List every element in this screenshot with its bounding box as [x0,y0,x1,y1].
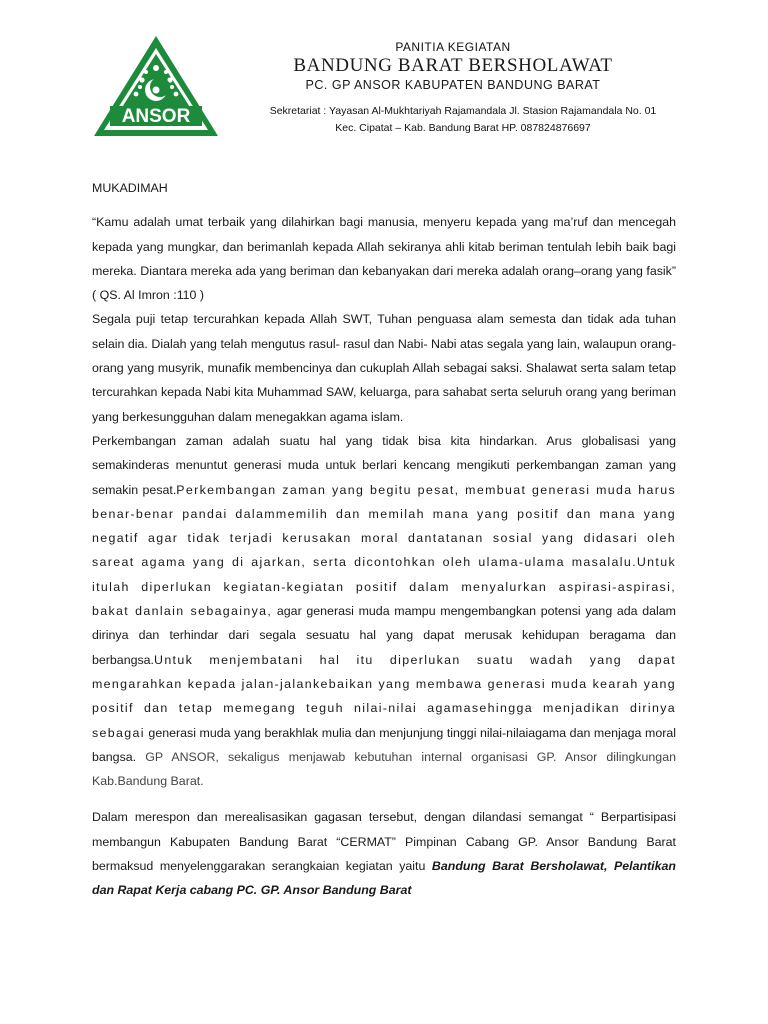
letterhead [92,28,692,140]
paragraph-background [92,429,676,793]
paragraph-purpose-text: Dalam merespon dan merealisasikan gagasan tersebut, dengan dilandasi semangat “ Berpartisipasi membangun Kabupaten Bandung Barat “CERMAT” Pimpinan Cabang GP. Ansor Bandung Barat bermaksud menyelenggarakan serangkaian kegiatan yaitu [92,810,676,874]
paragraph-background-start: Perkembangan zaman adalah suatu hal yang tidak bisa kita hindarkan. Arus globalisasi yang semakinderas menuntut generasi muda untuk berlari kencang mengikuti perkembangan zaman yang semakin pesat. [92,433,676,497]
event-names-emphasis: Bandung Barat Bersholawat, Pelantikan dan Rapat Kerja cabang PC. GP. Ansor Bandung Barat [92,859,676,898]
paragraph-background-org: GP ANSOR, sekaligus menjawab kebutuhan internal organisasi GP. Ansor dilingkungan Kab.Bandung Barat. [92,749,676,789]
secretariat-line-2: Kec. Cipatat – Kab. Bandung Barat HP. 087824876697 [335,122,591,134]
logo-text: ANSOR [121,106,191,127]
event-title: BANDUNG BARAT BERSHOLAWAT [293,55,613,76]
secretariat-line-1: Sekretariat : Yayasan Al-Mukhtariyah Rajamandala Jl. Stasion Rajamandala No. 01 [269,105,657,117]
paragraph-background-spaced-2: Untuk itulah diperlukan kegiatan-kegiatan positif dalam menyalurkan aspirasi-aspirasi, bakat danlain sebagainya, [92,555,676,619]
secretariat-address [228,103,698,137]
organization-name: PC. GP ANSOR KABUPATEN BANDUNG BARAT [305,78,601,92]
paragraph-background-mid: agar generasi muda mampu mengembangkan potensi yang ada dalam dirinya dan terhindar dari segala sesuatu hal yang dapat merusak kehidupan beragama dan berbangsa. [92,604,676,667]
quran-quote: “Kamu adalah umat terbaik yang dilahirkan bagi manusia, menyeru kepada yang ma’ruf dan mencegah kepada yang mungkar, dan berimanlah kepada Allah sekiranya ahli kitab beriman tentulah lebih baik bagi mereka. Diantara mereka ada yang beriman dan kebanyakan dari mereka adalah orang–orang yang fasik” ( QS. Al Imron :110 ) [92,215,676,303]
ansor-logo [92,34,220,138]
paragraph-praise: Segala puji tetap tercurahkan kepada Allah SWT, Tuhan penguasa alam semesta dan tidak ada tuhan selain dia. Dialah yang telah mengutus rasul- rasul dan Nabi- Nabi atas segala yang lain, walaupun orang- orang yang musyrik, munafik membencinya dan cukuplah Allah sebagai saksi. Shalawat serta salam tetap tercurahkan kepada Nabi kita Muhammad SAW, keluarga, para sahabat serta seluruh orang yang beriman yang berkesungguhan dalam menegakkan agama islam. [92,312,676,424]
committee-label: PANITIA KEGIATAN [395,40,511,54]
letterhead-titles [228,40,678,92]
paragraph-background-spaced-1: Perkembangan zaman yang begitu pesat, membuat generasi muda harus benar-benar pandai dalammemilih dan memilah mana yang positif dan mana yang negatif agar tidak terjadi kerusakan moral dantatanan sosial yang didasari oleh sareat agama yang di ajarkan, serta dicontohkan oleh ulama-ulama masalalu. [92,482,676,570]
paragraph-purpose [92,805,676,902]
paragraph-background-spaced-3: Untuk menjembatani hal itu diperlukan suatu wadah yang dapat mengarahkan kepada jalan-jalankebaikan yang membawa generasi muda kearah yang positif dan tetap memegang teguh nilai-nilai agamasehingga menjadikan dirinya sebagai [92,652,676,740]
section-heading: MUKADIMAH [92,181,168,195]
document-body [92,176,676,903]
paragraph-background-end: generasi muda yang berakhlak mulia dan menjunjung tinggi nilai-nilaiagama dan menjaga moral bangsa. [92,725,676,764]
